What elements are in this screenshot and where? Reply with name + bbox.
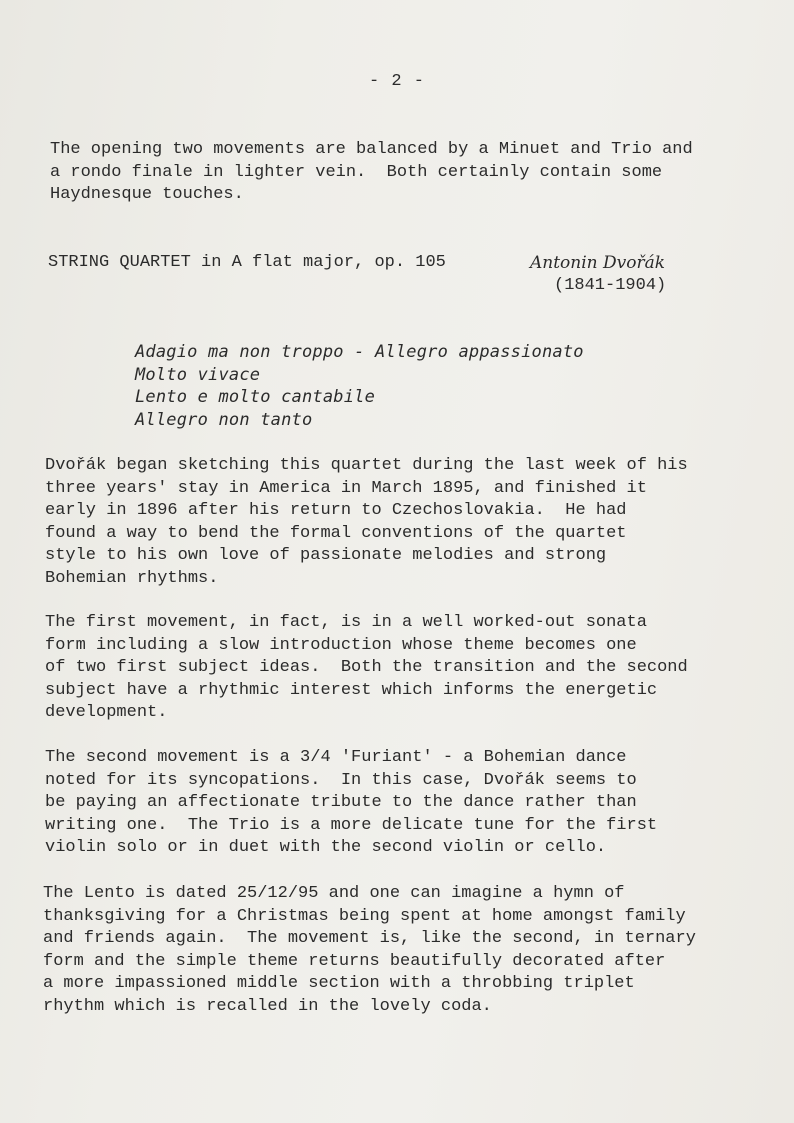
movement-item: Adagio ma non troppo - Allegro appassionato <box>135 342 584 362</box>
movement-item: Lento e molto cantabile <box>135 387 376 408</box>
paragraph-second-movement: The second movement is a 3/4 'Furiant' - a Bohemian dance noted for its syncopations. In this case, Dvořák seems to be paying an affectionate tribute to the dance rather than writing one. The Trio is a more delicate tune for the first violin solo or in duet with the second violin or cello. <box>45 748 658 858</box>
movement-list <box>135 341 584 431</box>
composer-name: Antonin Dvořák <box>530 253 666 273</box>
page-number: - 2 - <box>368 72 425 91</box>
paragraph-first-movement: The first movement, in fact, is in a well worked-out sonata form including a slow introduction whose theme becomes one of two first subject ideas. Both the transition and the second subject have a rhythmic interest which informs the energetic development. <box>45 613 688 723</box>
work-title: STRING QUARTET in A flat major, op. 105 <box>48 253 446 272</box>
paragraph-lento: The Lento is dated 25/12/95 and one can imagine a hymn of thanksgiving for a Christmas being spent at home amongst family and friends again. The movement is, like the second, in ternary form and the simple theme returns beautifully decorated after a more impassioned middle section with a throbbing triplet rhythm which is recalled in the lovely coda. <box>43 884 696 1016</box>
movement-item: Allegro non tanto <box>135 409 313 430</box>
intro-paragraph: The opening two movements are balanced by a Minuet and Trio and a rondo finale in lighter vein. Both certainly contain some Haydnesque touches. <box>50 140 693 205</box>
composer-dates: (1841-1904) <box>554 276 667 295</box>
movement-item: Molto vivace <box>135 364 261 385</box>
paragraph-background: Dvořák began sketching this quartet during the last week of his three years' stay in America in March 1895, and finished it early in 1896 after his return to Czechoslovakia. He had found a way to bend the formal conventions of the quartet style to his own love of passionate melodies and strong Bohemian rhythms. <box>45 456 688 588</box>
